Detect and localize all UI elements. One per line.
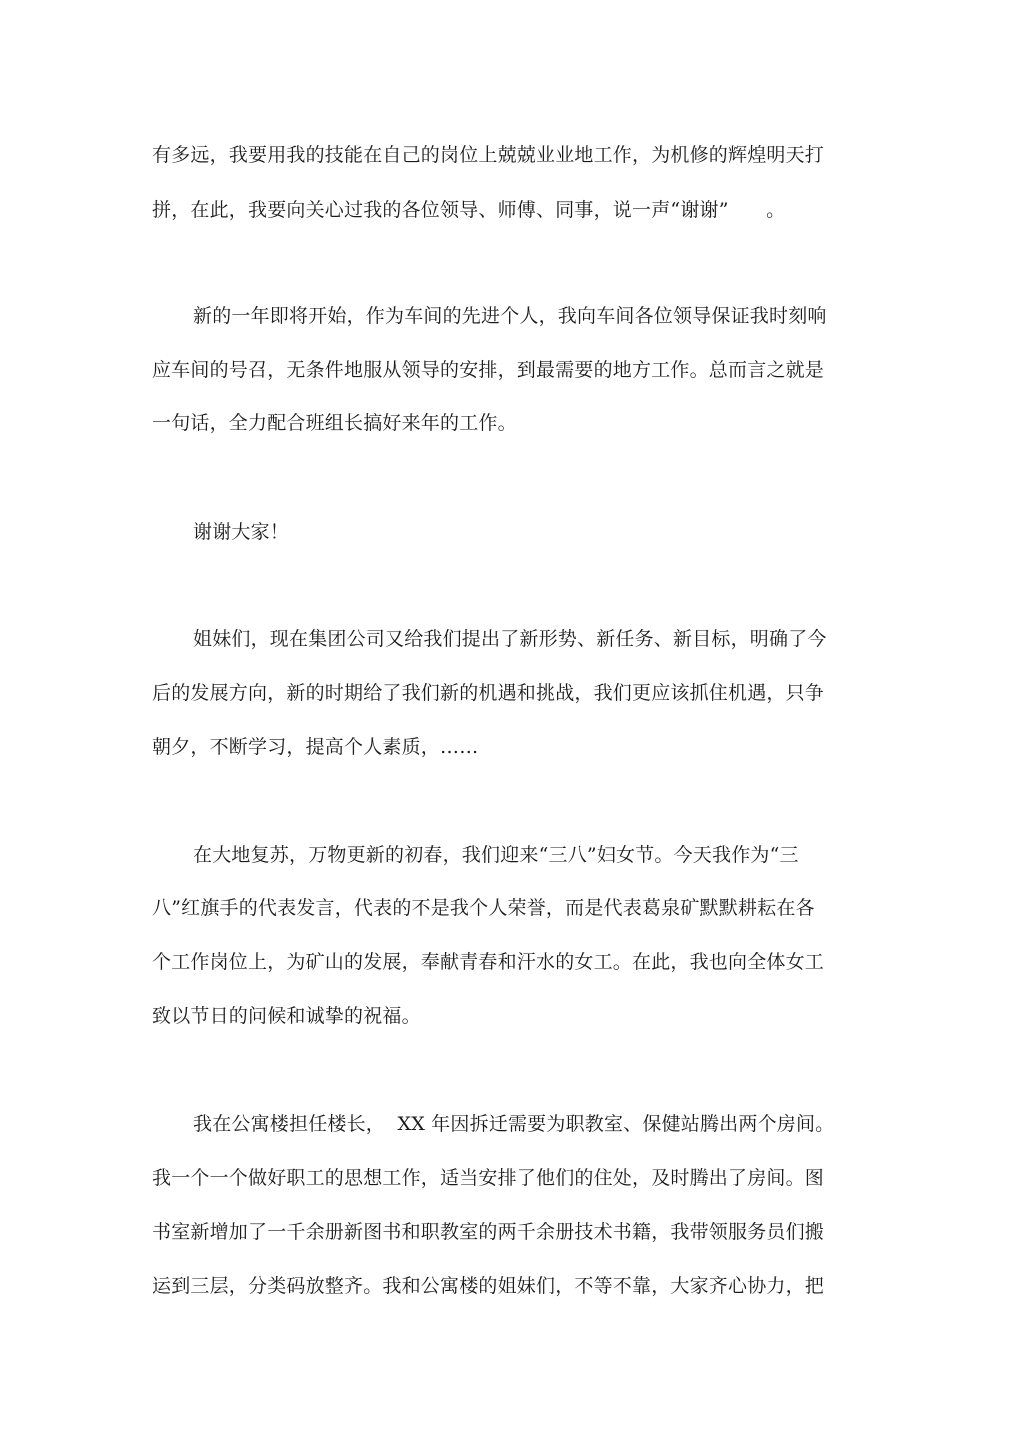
paragraph-line: 八”红旗手的代表发言，代表的不是我个人荣誉，而是代表葛泉矿默默耕耘在各 xyxy=(152,897,815,919)
paragraph-line: 我一个一个做好职工的思想工作，适当安排了他们的住处，及时腾出了房间。图 xyxy=(152,1167,825,1189)
paragraph-line: 致以节日的问候和诚挚的祝福。 xyxy=(152,1005,421,1027)
paragraph-line: 一句话，全力配合班组长搞好来年的工作。 xyxy=(152,412,517,434)
paragraph-line: 姐妹们，现在集团公司又给我们提出了新形势、新任务、新目标，明确了今 xyxy=(193,628,827,650)
paragraph-line: 后的发展方向，新的时期给了我们新的机遇和挑战，我们更应该抓住机遇，只争 xyxy=(152,682,825,704)
paragraph-line: 谢谢大家！ xyxy=(193,521,290,543)
paragraph-line: 运到三层，分类码放整齐。我和公寓楼的姐妹们，不等不靠，大家齐心协力，把 xyxy=(152,1275,825,1297)
paragraph-line: 新的一年即将开始，作为车间的先进个人，我向车间各位领导保证我时刻响 xyxy=(193,305,827,327)
paragraph-line: 朝夕，不断学习，提高个人素质，…… xyxy=(152,736,479,758)
paragraph-line: 我在公寓楼担任楼长， XX 年因拆迁需要为职教室、保健站腾出两个房间。 xyxy=(193,1113,835,1135)
paragraph-line: 在大地复苏，万物更新的初春，我们迎来“三八”妇女节。今天我作为“三 xyxy=(193,844,799,866)
paragraph-line: 个工作岗位上，为矿山的发展，奉献青春和汗水的女工。在此，我也向全体女工 xyxy=(152,951,825,973)
paragraph-line: 拼，在此，我要向关心过我的各位领导、师傅、同事，说一声“谢谢” 。 xyxy=(152,199,786,221)
paragraph-line: 应车间的号召，无条件地服从领导的安排，到最需要的地方工作。总而言之就是 xyxy=(152,359,825,381)
paragraph-line: 有多远，我要用我的技能在自己的岗位上兢兢业业地工作，为机修的辉煌明天打 xyxy=(152,144,825,166)
paragraph-line: 书室新增加了一千余册新图书和职教室的两千余册技术书籍，我带领服务员们搬 xyxy=(152,1221,825,1243)
